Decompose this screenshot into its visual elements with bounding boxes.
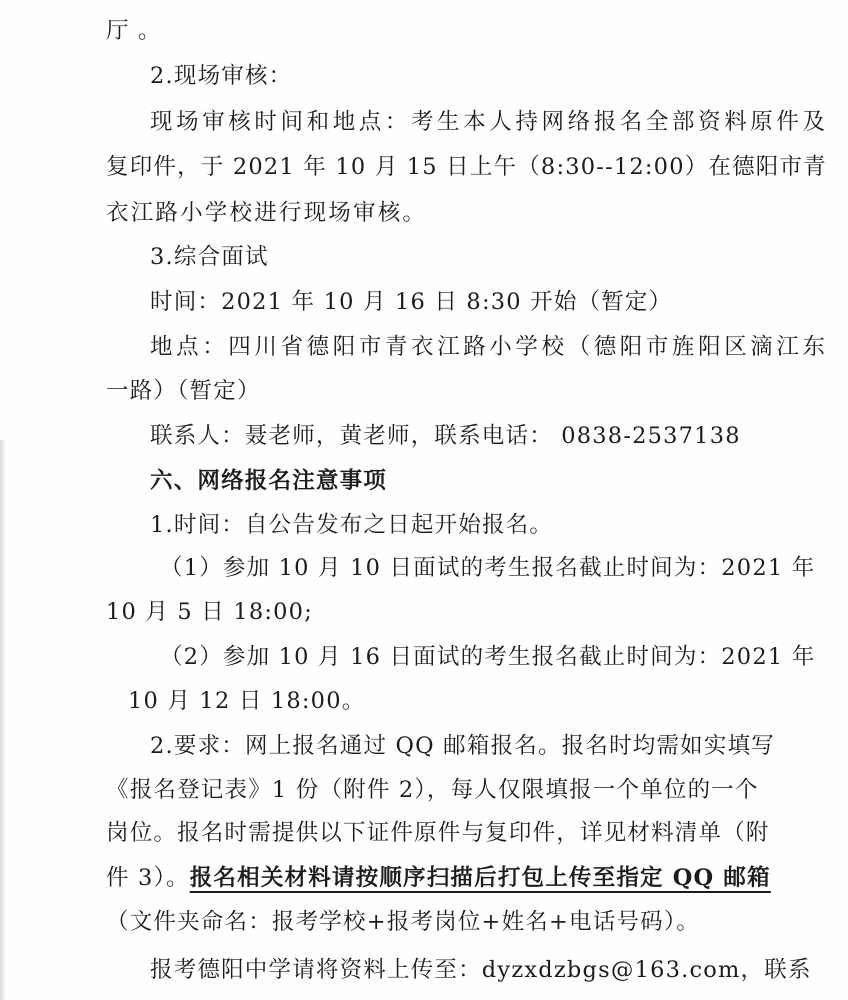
- item-onsite-review-heading: 2.现场审核：: [150, 63, 293, 89]
- paragraph-line: 一路）（暂定）: [106, 378, 261, 404]
- interview-location-line: 地点：四川省德阳市青衣江路小学校（德阳市旌阳区滴江东: [150, 334, 829, 360]
- section-heading-online-registration: 六、网络报名注意事项: [150, 468, 388, 494]
- deadline-1-line: （1）参加 10 月 10 日面试的考生报名截止时间为：2021 年: [160, 555, 816, 581]
- paragraph-line: 岗位。报名时需提供以下证件原件与复印件，详见材料清单（附: [106, 820, 770, 846]
- line-continuation: 厅 。: [106, 18, 162, 44]
- paragraph-line: 《报名登记表》1 份（附件 2），每人仅限填报一个单位的一个: [106, 777, 759, 803]
- paragraph-line: 衣江路小学校进行现场审核。: [106, 200, 428, 226]
- registration-time-line: 1.时间：自公告发布之日起开始报名。: [150, 512, 554, 538]
- paragraph-line: 10 月 5 日 18:00;: [106, 599, 313, 625]
- item-interview-heading: 3.综合面试: [150, 244, 269, 270]
- paragraph-line: 10 月 12 日 18:00。: [128, 688, 366, 714]
- contact-line: 联系人：聂老师，黄老师，联系电话： 0838-2537138: [150, 423, 741, 449]
- requirements-line: 2.要求：网上报名通过 QQ 邮箱报名。报名时均需如实填写: [150, 733, 775, 759]
- upload-email-line: 报考德阳中学请将资料上传至：dyzxdzbgs@163.com，联系: [150, 957, 812, 983]
- emphasized-upload-instruction: 报名相关材料请按顺序扫描后打包上传至指定 QQ 邮箱: [189, 865, 771, 891]
- attachment-ref-text: 件 3）。: [106, 865, 190, 891]
- paragraph-line: 复印件，于 2021 年 10 月 15 日上午（8:30--12:00）在德阳市青: [106, 154, 827, 180]
- deadline-2-line: （2）参加 10 月 16 日面试的考生报名截止时间为：2021 年: [160, 644, 816, 670]
- folder-naming-line: （文件夹命名：报考学校+报考岗位+姓名+电话号码）。: [106, 909, 701, 935]
- paragraph-line: 现场审核时间和地点：考生本人持网络报名全部资料原件及: [150, 109, 829, 135]
- paragraph-line: [106, 863, 771, 893]
- page-edge-shadow: [0, 440, 6, 1000]
- interview-time-line: 时间：2021 年 10 月 16 日 8:30 开始（暂定）: [150, 289, 673, 315]
